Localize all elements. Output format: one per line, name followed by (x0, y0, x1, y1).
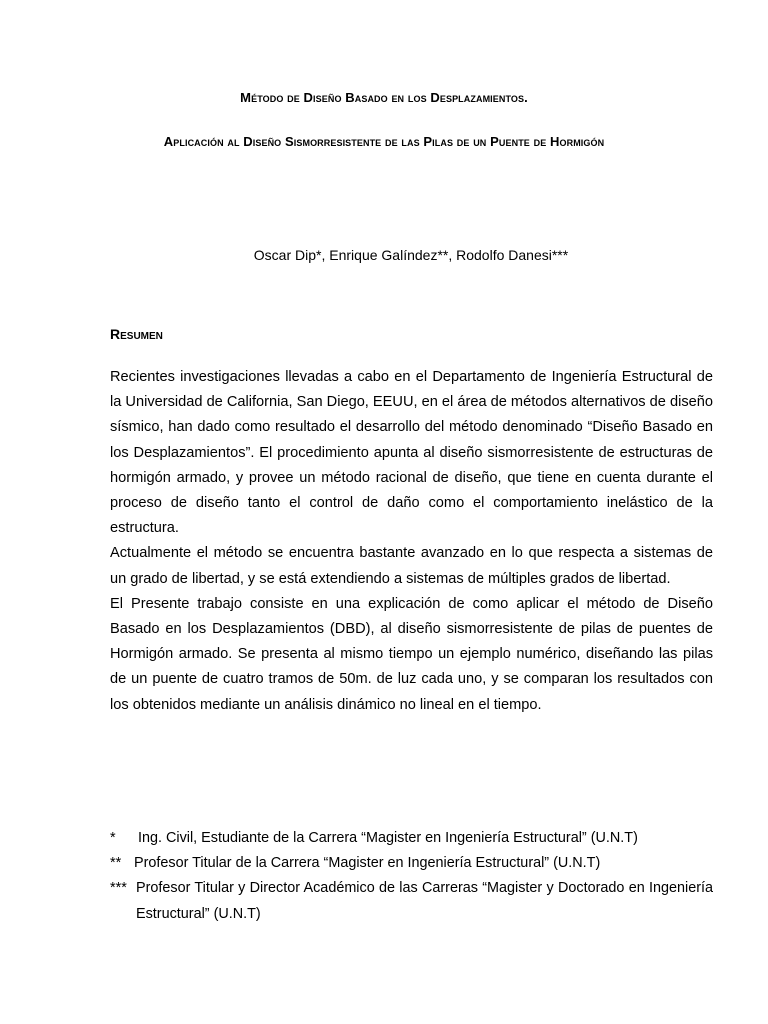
document-title: Método de Diseño Basado en los Desplazamientos. (240, 90, 528, 105)
abstract-heading: Resumen (110, 326, 163, 342)
footnote-text: Profesor Titular de la Carrera “Magister en Ingeniería Estructural” (U.N.T) (134, 855, 601, 872)
footnotes (110, 826, 713, 927)
footnote-mark: ** (110, 855, 122, 872)
authors-line: Oscar Dip*, Enrique Galíndez**, Rodolfo Danesi*** (253, 247, 569, 263)
footnote (110, 826, 713, 851)
abstract-paragraph: Recientes investigaciones llevadas a cabo en el Departamento de Ingeniería Estructural de la Universidad de California, San Diego, EEUU, en el área de métodos alternativos de diseño sísmico, han dado como resultado el desarrollo del método denominado “Diseño Basado en los Desplazamientos”. El procedimiento apunta al diseño sismorresistente de estructuras de hormigón armado, y provee un método racional de diseño, que tiene en cuenta durante el proceso de diseño tanto el control de daño como el comportamiento inelástico de la estructura. (110, 369, 713, 537)
abstract-body (110, 365, 713, 718)
footnote (110, 876, 713, 926)
footnote-mark: *** (110, 880, 127, 897)
document-subtitle: Aplicación al Diseño Sismorresistente de las Pilas de un Puente de Hormigón (163, 134, 605, 149)
footnote-mark: * (110, 830, 116, 846)
abstract-paragraph: Actualmente el método se encuentra bastante avanzado en lo que respecta a sistemas de un grado de libertad, y se está extendiendo a sistemas de múltiples grados de libertad. (110, 545, 713, 587)
footnote (110, 851, 713, 876)
footnote-text: Profesor Titular y Director Académico de las Carreras “Magister y Doctorado en Ingeniería Estructural” (U.N.T) (136, 880, 713, 922)
abstract-paragraph: El Presente trabajo consiste en una explicación de como aplicar el método de Diseño Basado en los Desplazamientos (DBD), al diseño sismorresistente de pilas de puentes de Hormigón armado. Se presenta al mismo tiempo un ejemplo numérico, diseñando las pilas de un puente de cuatro tramos de 50m. de luz cada uno, y se comparan los resultados con los obtenidos mediante un análisis dinámico no lineal en el tiempo. (110, 595, 713, 713)
footnote-text: Ing. Civil, Estudiante de la Carrera “Magister en Ingeniería Estructural” (U.N.T) (138, 830, 638, 846)
